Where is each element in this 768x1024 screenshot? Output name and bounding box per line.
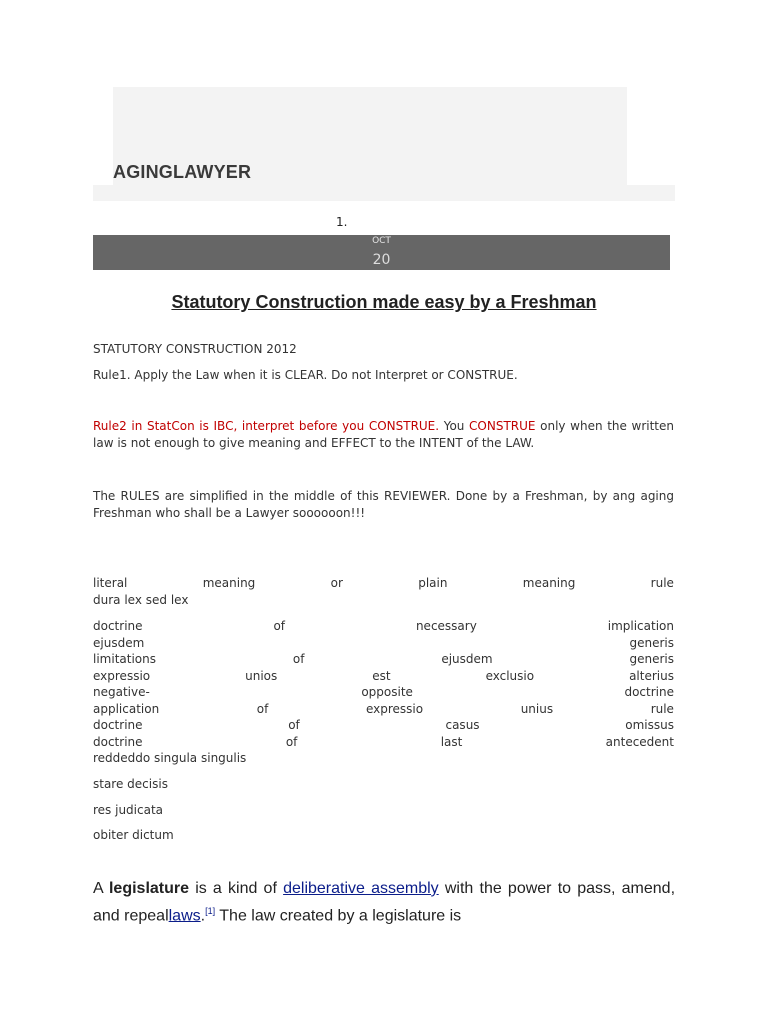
- post-number: 1.: [336, 215, 348, 229]
- intro-text: A: [93, 880, 109, 897]
- post-date-month: OCT: [372, 236, 391, 246]
- intro-text: The law created by a legislature is: [215, 907, 462, 925]
- word: ejusdem: [93, 636, 145, 650]
- post-date-day: 20: [372, 252, 391, 268]
- word: last: [440, 735, 463, 749]
- word: unius: [520, 702, 554, 716]
- word: generis: [629, 652, 674, 666]
- doctrine-row: [93, 575, 674, 591]
- laws-link[interactable]: laws: [168, 907, 201, 925]
- doctrine-row: [93, 651, 674, 667]
- word: unios: [245, 669, 278, 683]
- word: doctrine: [93, 735, 143, 749]
- word: alterius: [629, 669, 674, 683]
- post-date-bar: [93, 235, 670, 270]
- doctrine-row: [93, 668, 674, 684]
- legislature-paragraph: [93, 878, 675, 927]
- intro-text: with the power to pass, amend, and repeal: [93, 880, 676, 925]
- word: limitations: [93, 652, 156, 666]
- word: est: [372, 669, 391, 683]
- word: doctrine: [624, 685, 674, 699]
- doctrine-row: [93, 734, 674, 750]
- rule-2-text: You: [439, 419, 470, 433]
- word: of: [285, 735, 298, 749]
- word: expressio: [365, 702, 424, 716]
- site-title[interactable]: AGINGLAWYER: [113, 162, 252, 182]
- rule-2: [93, 418, 674, 452]
- word: opposite: [361, 685, 413, 699]
- reference-1-link[interactable]: [1]: [205, 906, 216, 916]
- word: casus: [445, 718, 480, 732]
- doctrine-row: [93, 635, 674, 651]
- word: rule: [650, 576, 674, 590]
- word: rule: [650, 702, 674, 716]
- word: plain: [418, 576, 448, 590]
- doctrine-row: dura lex sed lex: [93, 593, 189, 607]
- word: antecedent: [605, 735, 674, 749]
- doctrine-row: [93, 684, 674, 700]
- doctrine-res-judicata: res judicata: [93, 803, 164, 817]
- word: negative-: [93, 685, 150, 699]
- word: meaning: [522, 576, 576, 590]
- post-title[interactable]: Statutory Construction made easy by a Freshman: [171, 292, 597, 312]
- word: ejusdem: [441, 652, 493, 666]
- doctrine-row: reddeddo singula singulis: [93, 751, 247, 765]
- rule-2-red-text: Rule2 in StatCon is IBC, interpret before you CONSTRUE.: [93, 419, 440, 433]
- word: exclusio: [485, 669, 535, 683]
- word: implication: [607, 619, 674, 633]
- word: application: [93, 702, 160, 716]
- word: doctrine: [93, 619, 143, 633]
- doctrine-obiter-dictum: obiter dictum: [93, 828, 174, 842]
- word: literal: [93, 576, 128, 590]
- word: of: [256, 702, 269, 716]
- intro-text: is a kind of: [189, 880, 284, 897]
- rule-2-construe: CONSTRUE: [469, 419, 536, 433]
- word: meaning: [202, 576, 256, 590]
- doctrine-row: [93, 618, 674, 634]
- intro-text: .: [200, 907, 206, 925]
- doctrine-row: [93, 717, 674, 733]
- word: of: [273, 619, 286, 633]
- rule-1: Rule1. Apply the Law when it is CLEAR. Do not Interpret or CONSTRUE.: [93, 368, 518, 382]
- word: of: [292, 652, 305, 666]
- word: doctrine: [93, 718, 143, 732]
- doctrine-row: [93, 701, 674, 717]
- word: generis: [629, 636, 674, 650]
- deliberative-assembly-link[interactable]: deliberative assembly: [283, 880, 439, 897]
- word: of: [288, 718, 300, 732]
- rule-2-rest: only when the written law is not enough to give meaning and EFFECT to the INTENT of the LAW.: [93, 419, 674, 450]
- blog-header-strip: [93, 185, 675, 201]
- doctrine-stare-decisis: stare decisis: [93, 777, 168, 791]
- word: expressio: [93, 669, 151, 683]
- word: or: [330, 576, 343, 590]
- legislature-term: legislature: [108, 880, 190, 897]
- statcon-heading: STATUTORY CONSTRUCTION 2012: [93, 342, 297, 356]
- word: omissus: [625, 718, 674, 732]
- rules-note: The RULES are simplified in the middle of this REVIEWER. Done by a Freshman, by ang aging Freshman who shall be a Lawyer soooooon!!!: [93, 489, 674, 520]
- word: necessary: [415, 619, 477, 633]
